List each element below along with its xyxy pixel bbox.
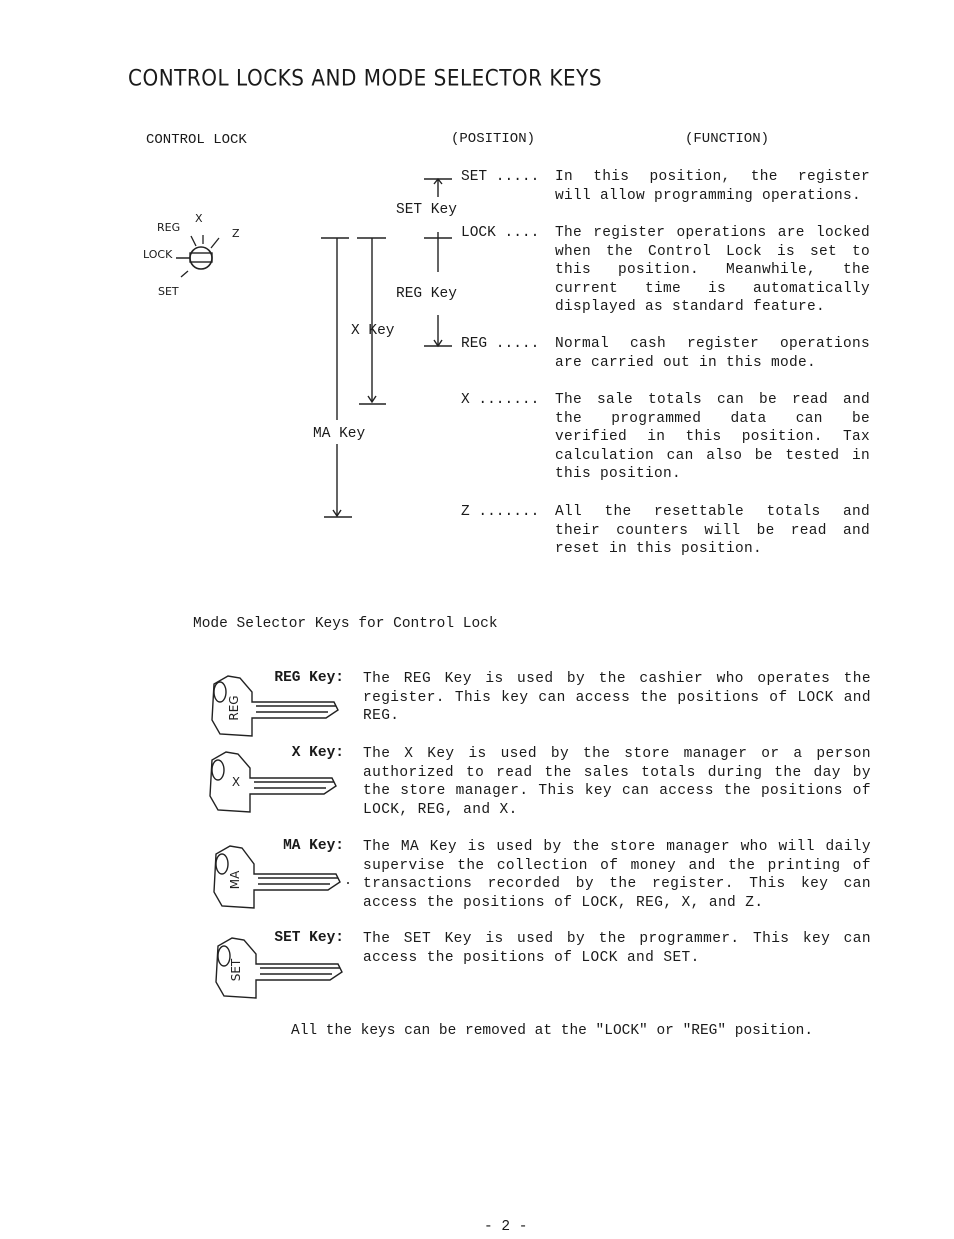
x-key-label: X Key:: [291, 745, 344, 761]
position-reg-function: Normal cash register operations are carried out in this mode.: [555, 336, 870, 371]
set-key-range-label: SET Key: [396, 202, 457, 218]
page-title: CONTROL LOCKS AND MODE SELECTOR KEYS: [128, 64, 603, 92]
dial-label-lock: LOCK: [143, 248, 173, 261]
position-z-function: All the resettable totals and their counters will be read and reset in this position.: [555, 504, 870, 558]
position-lock-label: LOCK ....: [461, 225, 540, 241]
x-key-engraving: X: [231, 775, 241, 789]
ma-key-range-label: MA Key: [313, 426, 366, 442]
set-key-label: SET Key:: [274, 930, 344, 946]
position-set-label: SET .....: [461, 169, 540, 185]
position-x-label: X .......: [461, 392, 540, 408]
position-lock-function: The register operations are locked when the Control Lock is set to this position. Meanwhile, the current time is automatically displayed as standard feature.: [555, 225, 870, 316]
dial-label-set: SET: [158, 285, 179, 298]
set-key-description: The SET Key is used by the programmer. This key can access the positions of LOCK and SET.: [363, 931, 871, 966]
mode-selector-heading: Mode Selector Keys for Control Lock: [193, 616, 498, 632]
control-lock-header: CONTROL LOCK: [146, 132, 247, 148]
ma-key-engraving: MA: [228, 870, 242, 890]
position-header: (POSITION): [451, 131, 536, 147]
dial-label-x: X: [195, 212, 203, 225]
position-x-function: The sale totals can be read and the programmed data can be verified in this position. Tax calculation can also be tested in this position.: [555, 392, 870, 483]
page-number: - 2 -: [484, 1219, 528, 1235]
x-key-description: The X Key is used by the store manager or a person authorized to read the sales totals during the day by the store manager. This key can access the positions of LOCK, REG, and X.: [363, 746, 871, 818]
dial-label-reg: REG: [157, 221, 181, 234]
position-set-function: In this position, the register will allow programming operations.: [555, 169, 870, 204]
reg-key-range-label: REG Key: [396, 286, 457, 302]
x-key-range-label: X Key: [351, 323, 395, 339]
reg-key-label: REG Key:: [274, 670, 344, 686]
set-key-engraving: SET: [229, 958, 243, 982]
ma-key-description: The MA Key is used by the store manager who will daily supervise the collection of money and the printing of transactions recorded by the register. This key can access the positions of LOCK, REG, X, and Z.: [363, 839, 871, 911]
function-header: (FUNCTION): [685, 131, 770, 147]
footer-note: All the keys can be removed at the "LOCK" or "REG" position.: [291, 1023, 814, 1039]
position-z-label: Z .......: [461, 504, 540, 520]
dial-label-z: Z: [232, 227, 240, 240]
reg-key-description: The REG Key is used by the cashier who operates the register. This key can access the positions of LOCK and REG.: [363, 671, 871, 725]
position-reg-label: REG .....: [461, 336, 540, 352]
reg-key-engraving: REG: [227, 695, 241, 721]
ma-key-label: MA Key:: [283, 838, 344, 854]
